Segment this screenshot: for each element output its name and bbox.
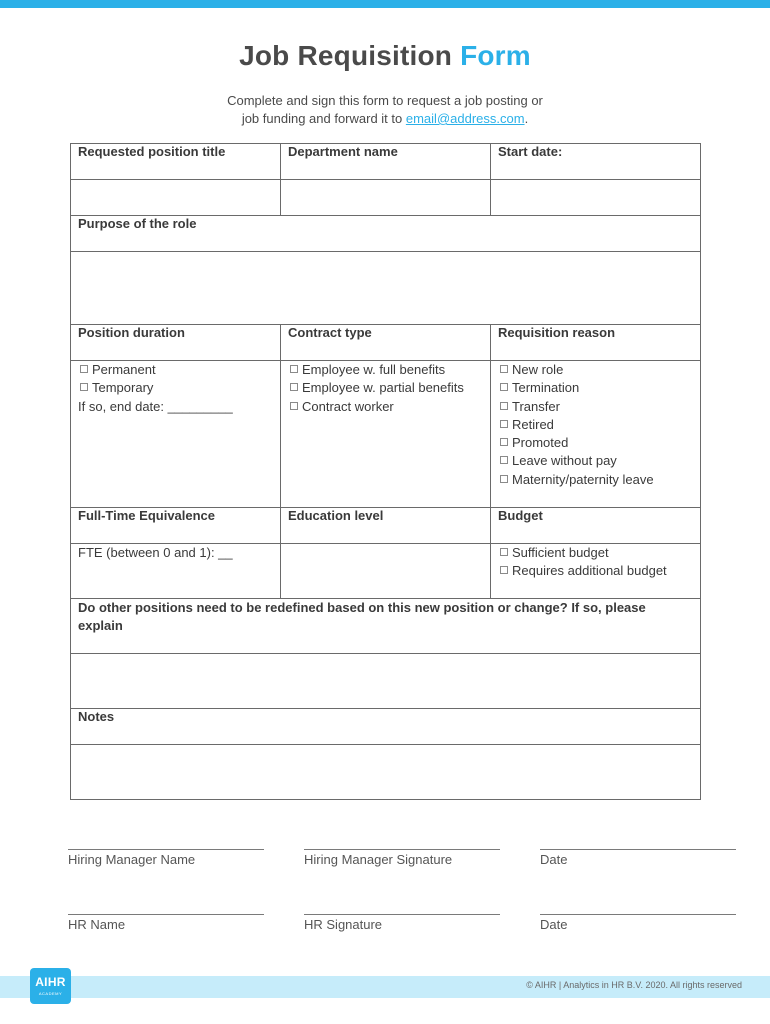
copyright-text: © AIHR | Analytics in HR B.V. 2020. All rights reserved: [526, 980, 742, 990]
date-line-1[interactable]: Date: [540, 849, 736, 867]
redefine-label: Do other positions need to be redefined based on this new position or change? If so, please explain: [71, 599, 701, 654]
instructions-prefix: job funding and forward it to: [241, 111, 403, 126]
reason-option-promoted[interactable]: Promoted: [498, 434, 693, 452]
start-date-field[interactable]: [491, 180, 701, 216]
education-label: Education level: [281, 508, 491, 544]
purpose-field[interactable]: [71, 252, 701, 325]
checkbox-icon[interactable]: [290, 402, 298, 410]
budget-option-additional[interactable]: Requires additional budget: [498, 562, 693, 580]
checkbox-icon[interactable]: [80, 365, 88, 373]
contract-option-partial[interactable]: Employee w. partial benefits: [288, 379, 483, 397]
checkbox-icon[interactable]: [500, 548, 508, 556]
end-date-text: If so, end date: _________: [78, 398, 233, 414]
budget-options: [491, 544, 701, 599]
reason-options: [491, 361, 701, 508]
budget-label: Budget: [491, 508, 701, 544]
checkbox-icon[interactable]: [500, 402, 508, 410]
start-date-label: Start date:: [491, 144, 701, 180]
duration-label: Position duration: [71, 325, 281, 361]
reason-option-termination[interactable]: Termination: [498, 379, 693, 397]
checkbox-icon[interactable]: [500, 566, 508, 574]
duration-option-temporary[interactable]: Temporary: [78, 379, 273, 397]
department-label: Department name: [281, 144, 491, 180]
department-field[interactable]: [281, 180, 491, 216]
checkbox-icon[interactable]: [500, 365, 508, 373]
notes-label: Notes: [71, 709, 701, 745]
contract-label: Contract type: [281, 325, 491, 361]
reason-label: Requisition reason: [491, 325, 701, 361]
requisition-form-table: [70, 143, 701, 800]
duration-option-permanent[interactable]: Permanent: [78, 361, 273, 379]
hr-signature-line[interactable]: HR Signature: [304, 914, 500, 932]
duration-options: [71, 361, 281, 508]
reason-option-new-role[interactable]: New role: [498, 361, 693, 379]
reason-option-retired[interactable]: Retired: [498, 416, 693, 434]
fte-label: Full-Time Equivalence: [71, 508, 281, 544]
fte-field[interactable]: [71, 544, 281, 599]
reason-option-leave[interactable]: Leave without pay: [498, 452, 693, 470]
checkbox-icon[interactable]: [290, 365, 298, 373]
checkbox-icon[interactable]: [500, 475, 508, 483]
logo-subtext: ACADEMY: [38, 991, 63, 996]
aihr-logo: [30, 968, 71, 1004]
hiring-manager-signature-line[interactable]: Hiring Manager Signature: [304, 849, 500, 867]
logo-text: AIHR: [35, 975, 66, 989]
notes-field[interactable]: [71, 745, 701, 800]
title-main: Job Requisition: [239, 40, 453, 71]
top-accent-bar: [0, 0, 770, 8]
contract-options: [281, 361, 491, 508]
hr-name-line[interactable]: HR Name: [68, 914, 264, 932]
checkbox-icon[interactable]: [500, 420, 508, 428]
instructions-line-1: Complete and sign this form to request a job posting or: [227, 93, 543, 108]
position-title-label: Requested position title: [71, 144, 281, 180]
checkbox-icon[interactable]: [500, 456, 508, 464]
instructions-line-2: [0, 110, 770, 128]
checkbox-icon[interactable]: [290, 383, 298, 391]
education-field[interactable]: [281, 544, 491, 599]
fte-text: FTE (between 0 and 1): __: [78, 545, 233, 560]
instructions: [0, 92, 770, 128]
checkbox-icon[interactable]: [500, 383, 508, 391]
purpose-label: Purpose of the role: [71, 216, 701, 252]
footer-bar: [0, 976, 770, 998]
reason-option-parental[interactable]: Maternity/paternity leave: [498, 471, 693, 489]
instructions-suffix: .: [524, 111, 529, 126]
page-title: [0, 40, 770, 72]
title-accent: Form: [460, 40, 531, 71]
hiring-manager-name-line[interactable]: Hiring Manager Name: [68, 849, 264, 867]
checkbox-icon[interactable]: [80, 383, 88, 391]
date-line-2[interactable]: Date: [540, 914, 736, 932]
checkbox-icon[interactable]: [500, 438, 508, 446]
reason-option-transfer[interactable]: Transfer: [498, 398, 693, 416]
contract-option-full[interactable]: Employee w. full benefits: [288, 361, 483, 379]
contract-option-contractor[interactable]: Contract worker: [288, 398, 483, 416]
position-title-field[interactable]: [71, 180, 281, 216]
email-link[interactable]: email@address.com: [405, 111, 525, 126]
budget-option-sufficient[interactable]: Sufficient budget: [498, 544, 693, 562]
redefine-field[interactable]: [71, 654, 701, 709]
